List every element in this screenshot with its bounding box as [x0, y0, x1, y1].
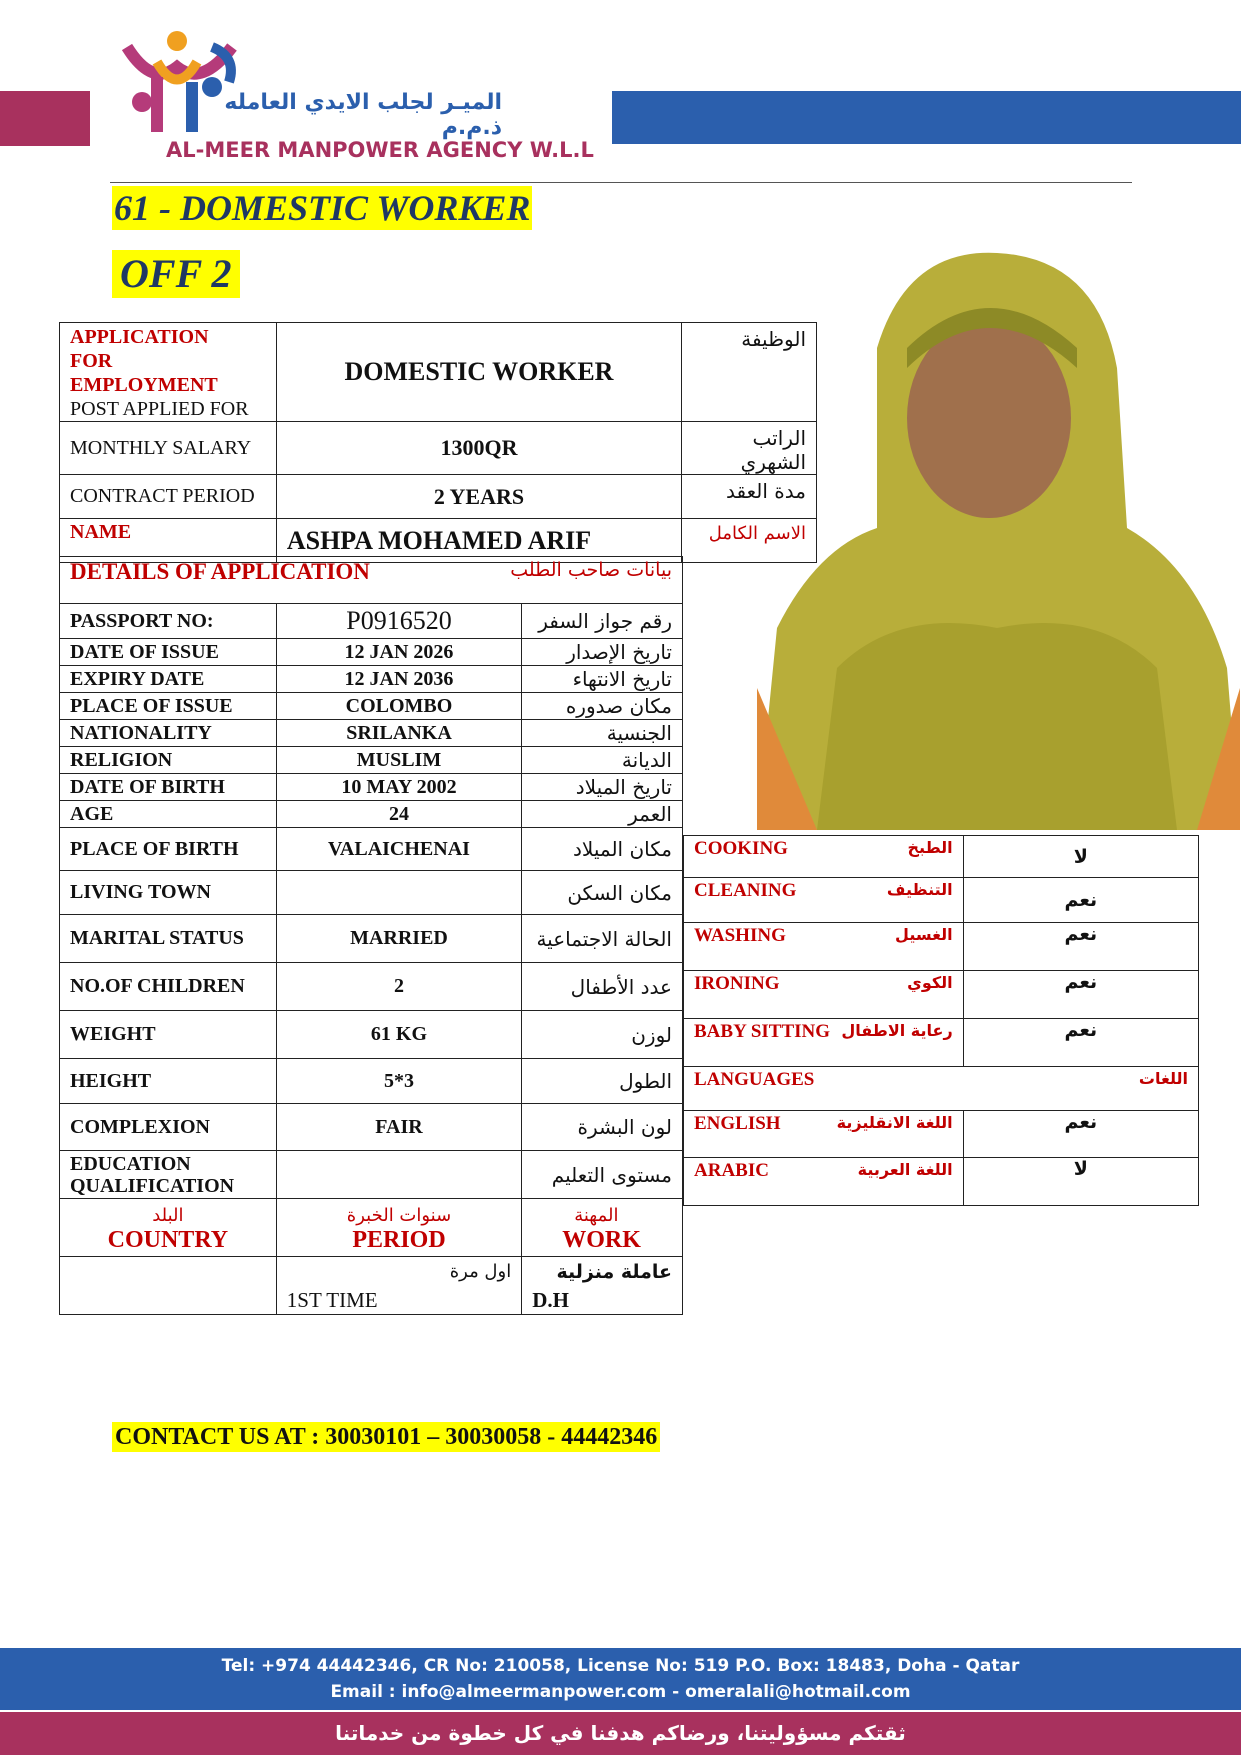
languages-heading: LANGUAGES — [694, 1069, 815, 1090]
post-label-3: EMPLOYMENT — [70, 374, 218, 396]
language-row — [684, 1158, 1199, 1206]
languages-heading-ar: اللغات — [1138, 1069, 1188, 1088]
salary-label: MONTHLY SALARY — [60, 422, 277, 475]
contract-row — [60, 475, 817, 519]
skill-label-ar: الطبخ — [907, 838, 953, 857]
name-label: NAME — [60, 519, 277, 563]
detail-label-ar: لون البشرة — [522, 1104, 683, 1151]
detail-label: AGE — [60, 801, 277, 828]
detail-value: 5*3 — [276, 1059, 521, 1104]
detail-row — [60, 871, 683, 915]
agency-logo — [112, 22, 594, 170]
details-heading-row — [60, 557, 683, 604]
detail-value: 61 KG — [276, 1011, 521, 1059]
skill-row — [684, 971, 1199, 1019]
detail-row — [60, 801, 683, 828]
skill-label-ar: التنظيف — [886, 880, 953, 899]
skill-label: IRONING — [694, 973, 780, 994]
skill-label: WASHING — [694, 925, 786, 946]
skill-row — [684, 923, 1199, 971]
detail-row — [60, 963, 683, 1011]
applicant-name: ASHPA MOHAMED ARIF — [276, 519, 681, 563]
language-label-ar: اللغة الانقليزية — [836, 1113, 953, 1132]
language-label: ENGLISH — [694, 1113, 781, 1134]
post-sub-label: POST APPLIED FOR — [70, 398, 249, 420]
header-rule — [110, 182, 1132, 183]
detail-label-ar: مكان الميلاد — [522, 828, 683, 871]
detail-label: DATE OF BIRTH — [60, 774, 277, 801]
detail-row — [60, 747, 683, 774]
application-table — [59, 322, 817, 563]
detail-row — [60, 1151, 683, 1199]
page-subtitle: OFF 2 — [112, 250, 240, 298]
detail-label: NO.OF CHILDREN — [60, 963, 277, 1011]
detail-value — [276, 1151, 521, 1199]
detail-label-ar: العمر — [522, 801, 683, 828]
detail-label-ar: لوزن — [522, 1011, 683, 1059]
experience-heading-row — [60, 1199, 683, 1257]
detail-label-ar: تاريخ الميلاد — [522, 774, 683, 801]
work-heading-en: WORK — [562, 1226, 641, 1253]
period-heading-en: PERIOD — [352, 1226, 446, 1253]
skill-row — [684, 1019, 1199, 1067]
detail-label: COMPLEXION — [60, 1104, 277, 1151]
detail-value: FAIR — [276, 1104, 521, 1151]
applicant-photo — [757, 248, 1240, 830]
detail-value: VALAICHENAI — [276, 828, 521, 871]
detail-label: RELIGION — [60, 747, 277, 774]
detail-value: COLOMBO — [276, 693, 521, 720]
detail-value — [276, 871, 521, 915]
detail-row — [60, 1104, 683, 1151]
languages-heading-row — [684, 1067, 1199, 1111]
language-label: ARABIC — [694, 1160, 769, 1181]
skill-value: لا — [963, 836, 1198, 878]
detail-value: 12 JAN 2036 — [276, 666, 521, 693]
experience-period-en: 1ST TIME — [286, 1287, 378, 1312]
work-heading-ar: المهنة — [574, 1204, 619, 1226]
detail-value: MARRIED — [276, 915, 521, 963]
detail-row — [60, 1011, 683, 1059]
experience-work-ar: عاملة منزلية — [556, 1260, 672, 1283]
skill-value: نعم — [963, 1019, 1198, 1067]
language-label-ar: اللغة العربية — [857, 1160, 953, 1179]
language-row — [684, 1111, 1199, 1158]
post-label-ar: الوظيفة — [682, 323, 817, 422]
detail-value: SRILANKA — [276, 720, 521, 747]
page-title: 61 - DOMESTIC WORKER — [114, 188, 531, 228]
detail-value: 10 MAY 2002 — [276, 774, 521, 801]
detail-label-ar: تاريخ الإصدار — [522, 639, 683, 666]
skill-label-ar: الكوي — [907, 973, 953, 992]
skill-label-ar: الغسيل — [895, 925, 953, 944]
detail-label-ar: تاريخ الانتهاء — [522, 666, 683, 693]
detail-label: EDUCATION QUALIFICATION — [60, 1151, 277, 1199]
contract-label-ar: مدة العقد — [682, 475, 817, 519]
footer-slogan: ثقتكم مسؤوليتنا، ورضاكم هدفنا في كل خطوة من خدماتنا — [0, 1712, 1241, 1755]
detail-row — [60, 604, 683, 639]
skill-label: BABY SITTING — [694, 1021, 831, 1042]
experience-row — [60, 1257, 683, 1315]
detail-label-ar: عدد الأطفال — [522, 963, 683, 1011]
contact-numbers: CONTACT US AT : 30030101 – 30030058 - 44442346 — [112, 1422, 660, 1452]
detail-row — [60, 915, 683, 963]
detail-label: PLACE OF BIRTH — [60, 828, 277, 871]
detail-label-ar: الطول — [522, 1059, 683, 1104]
country-heading-ar: البلد — [152, 1204, 184, 1226]
post-row — [60, 323, 817, 422]
detail-row — [60, 639, 683, 666]
passport-value: P0916520 — [276, 604, 521, 639]
detail-row — [60, 720, 683, 747]
detail-label-ar: رقم جواز السفر — [522, 604, 683, 639]
detail-value: 12 JAN 2026 — [276, 639, 521, 666]
salary-row — [60, 422, 817, 475]
contract-label: CONTRACT PERIOD — [60, 475, 277, 519]
details-heading-en: DETAILS OF APPLICATION — [70, 559, 370, 584]
detail-label: DATE OF ISSUE — [60, 639, 277, 666]
skill-label-ar: رعاية الاطفال — [841, 1021, 953, 1040]
language-value: نعم — [963, 1111, 1198, 1158]
name-label-ar: الاسم الكامل — [682, 519, 817, 563]
post-value: DOMESTIC WORKER — [276, 323, 681, 422]
footer-line-2: Email : info@almeermanpower.com - omeralali@hotmail.com — [330, 1682, 911, 1702]
footer-line-1: Tel: +974 44442346, CR No: 210058, License No: 519 P.O. Box: 18483, Doha - Qatar — [221, 1656, 1020, 1676]
language-value: لا — [963, 1158, 1198, 1206]
post-label-2: FOR — [70, 350, 113, 372]
header-band-left — [0, 91, 90, 146]
logo-english-name: AL-MEER MANPOWER AGENCY W.L.L — [166, 138, 594, 162]
skills-table — [683, 835, 1199, 1206]
experience-period-ar: اول مرة — [449, 1260, 512, 1282]
post-label-1: APPLICATION — [70, 326, 209, 348]
detail-row — [60, 1059, 683, 1104]
salary-label-ar: الراتب الشهري — [682, 422, 817, 475]
header-band-right — [612, 91, 1241, 144]
detail-label: MARITAL STATUS — [60, 915, 277, 963]
detail-label: PASSPORT NO: — [60, 604, 277, 639]
detail-row — [60, 828, 683, 871]
country-heading-en: COUNTRY — [107, 1226, 229, 1253]
skill-value: نعم — [963, 971, 1198, 1019]
detail-row — [60, 666, 683, 693]
details-heading-ar: بيانات صاحب الطلب — [510, 559, 672, 581]
skill-label: COOKING — [694, 838, 788, 859]
detail-label-ar: مكان السكن — [522, 871, 683, 915]
skill-label: CLEANING — [694, 880, 797, 901]
detail-label: LIVING TOWN — [60, 871, 277, 915]
detail-label: WEIGHT — [60, 1011, 277, 1059]
detail-label: PLACE OF ISSUE — [60, 693, 277, 720]
detail-label-ar: مكان صدوره — [522, 693, 683, 720]
skill-value: نعم — [963, 923, 1198, 971]
detail-value: 2 — [276, 963, 521, 1011]
detail-label: NATIONALITY — [60, 720, 277, 747]
skill-row — [684, 878, 1199, 923]
experience-work-en: D.H — [532, 1287, 569, 1312]
period-heading-ar: سنوات الخبرة — [346, 1204, 452, 1226]
detail-row — [60, 774, 683, 801]
detail-row — [60, 693, 683, 720]
experience-country — [60, 1257, 277, 1315]
details-table — [59, 556, 683, 1315]
detail-label-ar: الحالة الاجتماعية — [522, 915, 683, 963]
detail-label: EXPIRY DATE — [60, 666, 277, 693]
detail-label-ar: الديانة — [522, 747, 683, 774]
footer-contact — [0, 1648, 1241, 1710]
detail-value: MUSLIM — [276, 747, 521, 774]
contract-value: 2 YEARS — [276, 475, 681, 519]
detail-label-ar: مستوى التعليم — [522, 1151, 683, 1199]
detail-label: HEIGHT — [60, 1059, 277, 1104]
detail-label-ar: الجنسية — [522, 720, 683, 747]
salary-value: 1300QR — [276, 422, 681, 475]
detail-value: 24 — [276, 801, 521, 828]
skill-row — [684, 836, 1199, 878]
logo-arabic-name: الميـر لجلب الايدي العامله ذ.م.م — [224, 90, 502, 140]
skill-value: نعم — [963, 878, 1198, 923]
